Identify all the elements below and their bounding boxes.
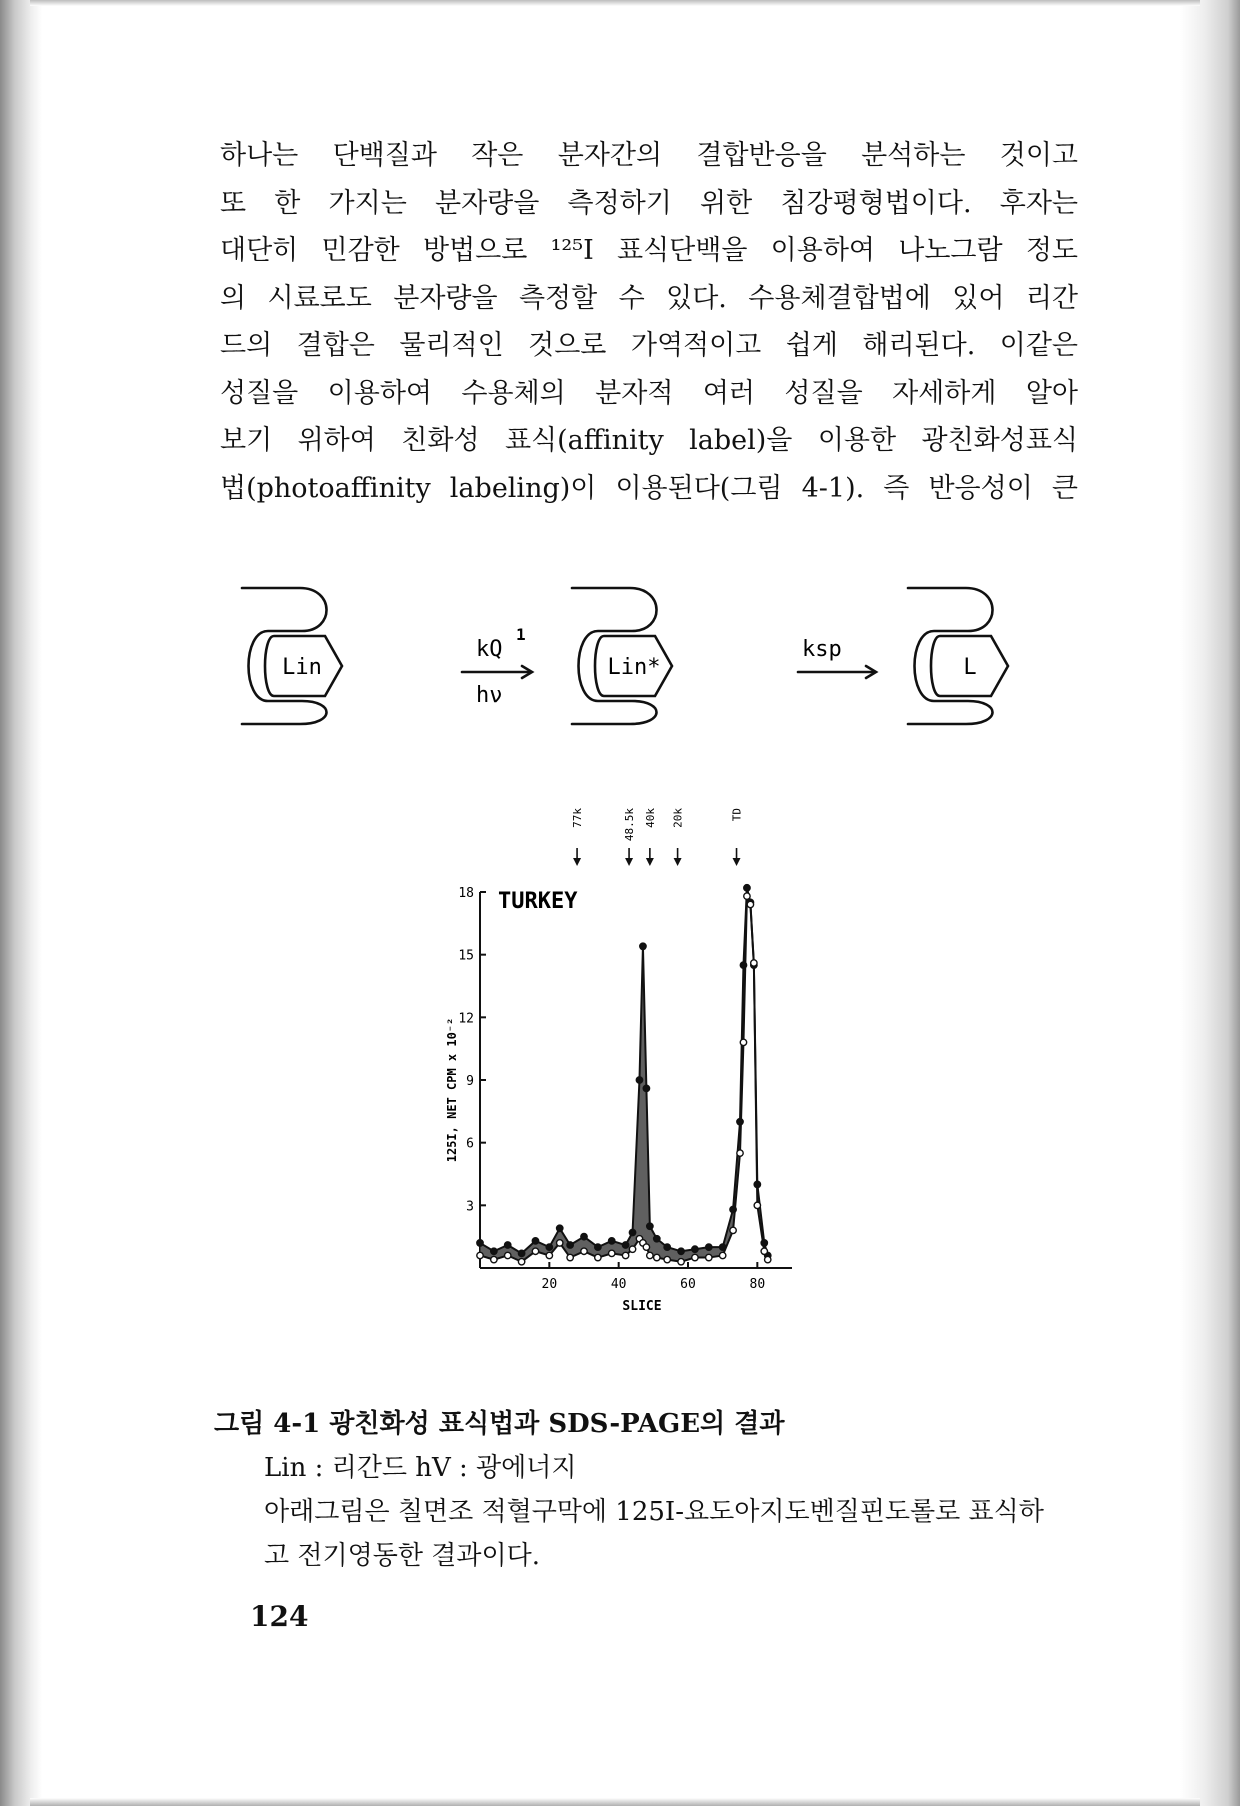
data-point-open [491, 1256, 497, 1262]
sds-page-chart [420, 800, 860, 1320]
data-point-filled [609, 1238, 615, 1244]
data-point-open [730, 1227, 736, 1233]
series-band-fill [480, 888, 768, 1262]
data-point-open [751, 960, 757, 966]
data-point-filled [719, 1244, 725, 1250]
marker-arrow-head [573, 858, 581, 866]
page-spine-shadow [0, 0, 42, 1806]
data-point-open [532, 1248, 538, 1254]
body-line: 성질을 이용하여 수용체의 분자적 여러 성질을 자세하게 알아 [220, 377, 1078, 409]
data-point-filled [664, 1244, 670, 1250]
body-paragraph [220, 132, 1078, 512]
page-number: 124 [250, 1600, 309, 1633]
data-point-filled [477, 1240, 483, 1246]
x-tick-label: 60 [680, 1277, 696, 1292]
body-line: 의 시료로도 분자량을 측정할 수 있다. 수용체결합법에 있어 리간 [220, 282, 1078, 314]
photon-energy-label: hν [476, 683, 503, 708]
rate-constant-sp: ksp [802, 637, 842, 662]
rate-constant-q: kQ [476, 637, 503, 662]
figure-caption [214, 1402, 1094, 1578]
marker-label: TD [730, 808, 744, 822]
receptor-shape [908, 588, 993, 724]
data-point-open [595, 1254, 601, 1260]
data-point-filled [518, 1250, 524, 1256]
caption-description: 고 전기영동한 결과이다. [264, 1541, 540, 1571]
data-point-open [557, 1240, 563, 1246]
data-point-open [719, 1252, 725, 1258]
data-point-filled [737, 1119, 743, 1125]
data-point-open [622, 1252, 628, 1258]
y-tick-label: 6 [466, 1136, 474, 1152]
data-point-filled [706, 1244, 712, 1250]
marker-arrow-head [625, 858, 633, 866]
marker-arrow-head [733, 858, 741, 866]
caption-title: 그림 4-1 광친화성 표식법과 SDS-PAGE의 결과 [214, 1409, 785, 1439]
body-line: 드의 결합은 물리적인 것으로 가역적이고 쉽게 해리된다. 이같은 [220, 330, 1078, 361]
data-point-open [654, 1254, 660, 1260]
data-point-open [765, 1256, 771, 1262]
series-lines [480, 888, 768, 1262]
data-point-filled [636, 1077, 642, 1083]
data-point-open [581, 1248, 587, 1254]
data-point-filled [532, 1238, 538, 1244]
marker-label: 48.5k [623, 808, 637, 842]
marker-arrow-head [646, 858, 654, 866]
x-axis-label: SLICE [622, 1299, 662, 1314]
data-point-filled [491, 1248, 497, 1254]
ligand-label-2: Lin* [607, 655, 661, 680]
data-point-filled [629, 1229, 635, 1235]
data-point-open [518, 1259, 524, 1265]
page-top-edge [30, 0, 1200, 6]
data-point-filled [730, 1206, 736, 1212]
data-point-open [664, 1256, 670, 1262]
data-point-filled [581, 1233, 587, 1239]
data-point-filled [567, 1242, 573, 1248]
chart-title: TURKEY [498, 889, 578, 914]
series-points [477, 885, 771, 1265]
y-tick-label: 12 [458, 1011, 474, 1027]
data-point-open [546, 1252, 552, 1258]
data-point-open [744, 893, 750, 899]
photoaffinity-diagram [240, 576, 1040, 736]
y-axis-label: 125I, NET CPM x 10⁻² [445, 1017, 459, 1163]
data-point-filled [557, 1225, 563, 1231]
rate-constant-q-sup: 1 [516, 625, 526, 644]
series-line [480, 896, 768, 1262]
data-point-filled [505, 1242, 511, 1248]
data-point-filled [754, 1181, 760, 1187]
data-point-open [706, 1254, 712, 1260]
marker-arrow-head [674, 858, 682, 866]
data-point-open [609, 1250, 615, 1256]
data-point-open [643, 1244, 649, 1250]
molecular-weight-markers [571, 808, 743, 866]
x-tick-label: 20 [541, 1277, 558, 1292]
x-tick-label: 80 [749, 1277, 766, 1292]
data-point-open [761, 1248, 767, 1254]
y-tick-label: 9 [466, 1074, 474, 1089]
data-point-open [747, 901, 753, 907]
ligand-label-3: L [963, 655, 977, 680]
data-point-filled [654, 1236, 660, 1242]
y-tick-label: 15 [458, 948, 474, 964]
data-point-open [647, 1252, 653, 1258]
series-band [480, 888, 768, 1262]
data-point-open [505, 1252, 511, 1258]
x-tick-label: 40 [610, 1277, 627, 1292]
data-point-open [740, 1039, 746, 1045]
data-point-open [567, 1254, 573, 1260]
data-point-filled [622, 1242, 628, 1248]
body-line: 법(photoaffinity labeling)이 이용된다(그림 4-1). 즉 반응성이 큰 [220, 472, 1078, 504]
page-bottom-edge [30, 1798, 1200, 1806]
page-edge-shadow [1180, 0, 1240, 1806]
body-line: 하나는 단백질과 작은 분자간의 결합반응을 분석하는 것이고 [220, 140, 1078, 171]
data-point-open [477, 1252, 483, 1258]
body-line: 대단히 민감한 방법으로 ¹²⁵I 표식단백을 이용하여 나노그람 정도 [220, 235, 1078, 266]
ligand-label-1: Lin [282, 655, 322, 680]
body-line: 보기 위하여 친화성 표식(affinity label)을 이용한 광친화성표식 [220, 425, 1078, 456]
data-point-filled [640, 943, 646, 949]
data-point-filled [678, 1248, 684, 1254]
data-point-filled [744, 885, 750, 891]
data-point-open [678, 1259, 684, 1265]
y-tick-label: 3 [466, 1199, 474, 1215]
body-line: 또 한 가지는 분자량을 측정하기 위한 침강평형법이다. 후자는 [220, 187, 1078, 219]
data-point-filled [643, 1085, 649, 1091]
data-point-filled [647, 1223, 653, 1229]
caption-legend: Lin : 리간드 hV : 광에너지 [264, 1453, 577, 1483]
data-point-filled [595, 1244, 601, 1250]
series-line [480, 888, 768, 1256]
caption-description: 아래그림은 칠면조 적혈구막에 125I-요도아지도벤질핀도롤로 표식하 [264, 1497, 1044, 1527]
marker-label: 20k [671, 808, 685, 828]
data-point-filled [692, 1246, 698, 1252]
data-point-open [737, 1150, 743, 1156]
data-point-filled [740, 962, 746, 968]
data-point-open [692, 1254, 698, 1260]
marker-label: 77k [571, 808, 585, 828]
data-point-filled [546, 1244, 552, 1250]
data-point-open [629, 1246, 635, 1252]
data-point-open [754, 1202, 760, 1208]
y-tick-label: 18 [458, 886, 474, 901]
marker-label: 40k [643, 808, 657, 828]
data-point-filled [761, 1240, 767, 1246]
